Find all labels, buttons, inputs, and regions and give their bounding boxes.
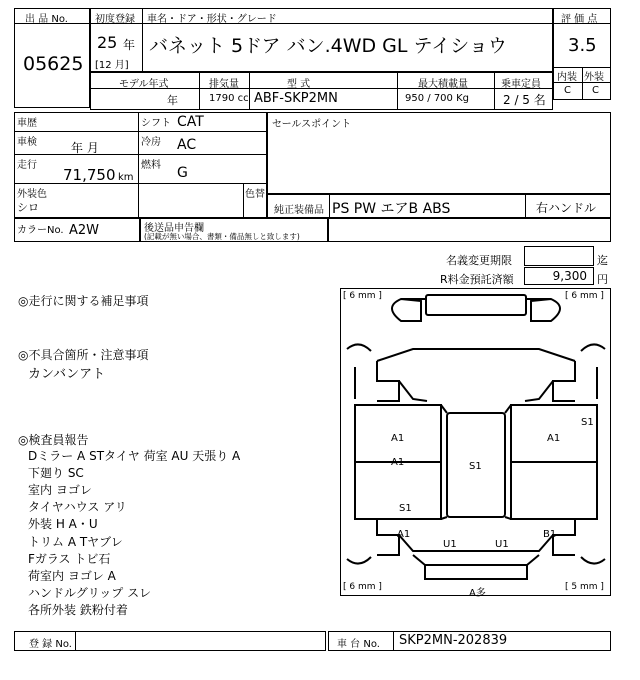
mark-left-lower: S1	[399, 503, 412, 514]
color-no-box	[14, 218, 140, 242]
car-body-outline	[341, 289, 610, 595]
mark-right-side-upper: S1	[581, 417, 594, 428]
name-change-box	[524, 246, 594, 266]
mileage-label: 走行	[17, 160, 37, 171]
defects-label: ◎不具合箇所・注意事項	[18, 348, 149, 362]
first-reg-label: 初度登録	[95, 14, 135, 25]
ac-label: 冷房	[141, 137, 161, 148]
chassis-label: 車 台 No.	[337, 639, 380, 650]
ext-color-value: シロ	[17, 201, 39, 214]
max-load-label: 最大積載量	[418, 79, 468, 90]
ac-value: AC	[177, 137, 197, 153]
report-line: 外装 H A・U	[28, 517, 98, 532]
model-grade-label: 車名・ドア・形状・グレード	[147, 14, 277, 25]
history-label: 車歴	[17, 118, 37, 129]
score-label: 評 価 点	[561, 14, 598, 25]
chassis-no: SKP2MN-202839	[399, 633, 508, 648]
name-change-unit: 迄	[597, 254, 608, 267]
name-change-label: 名義変更期限	[446, 254, 512, 267]
report-line: タイヤハウス アリ	[28, 500, 127, 515]
tire-front-left: [ 6 mm ]	[343, 291, 382, 301]
interior-grade: C	[564, 85, 571, 96]
car-diagram	[340, 288, 611, 599]
score-value: 3.5	[568, 35, 597, 56]
shift-value: CAT	[177, 114, 204, 130]
recycle-unit: 円	[597, 273, 608, 286]
report-line: ハンドルグリップ スレ	[28, 585, 152, 600]
report-line: Dミラー A STタイヤ 荷室 AU 天張り A	[28, 449, 241, 463]
fuel-label: 燃料	[141, 160, 161, 171]
color-no-value: A2W	[69, 223, 100, 238]
recycle-label: R料金預託済額	[440, 273, 514, 286]
report-line: 荷室内 ヨゴレ A	[28, 568, 116, 583]
report-line: 室内 ヨゴレ	[28, 483, 92, 498]
first-reg-month: [12 月]	[95, 60, 129, 71]
specs-row	[90, 72, 553, 110]
capacity: 2 / 5 名	[503, 93, 546, 107]
postal-box	[140, 218, 328, 242]
repaint-label: 色替	[245, 189, 265, 200]
sales-point-box	[267, 112, 611, 194]
lot-number: 05625	[23, 53, 84, 75]
driving-notes-label: ◎走行に関する補足事項	[18, 294, 149, 308]
recycle-box	[524, 267, 594, 285]
lot-number-box	[14, 8, 90, 108]
recycle-amount: 9,300	[552, 269, 587, 283]
inspection-value: 年 月	[71, 141, 99, 155]
mark-left-rear-corner: A1	[397, 529, 411, 540]
ext-color-label: 外装色	[17, 189, 47, 200]
max-load: 950 / 700 Kg	[405, 93, 469, 104]
equipment-label: 純正装備品	[274, 205, 324, 216]
equipment-value: PS PW エアB ABS	[332, 201, 451, 217]
tire-front-right: [ 6 mm ]	[565, 291, 604, 301]
model-year-unit: 年	[167, 94, 178, 107]
postal-blank	[328, 218, 611, 242]
equipment-box	[267, 194, 611, 218]
inspection-label: 車検	[17, 137, 37, 148]
report-line: トリム A Tヤブレ	[28, 534, 123, 549]
interior-label: 内装	[557, 72, 577, 83]
postal-note: (記載が無い場合、書類・備品無しと致します)	[144, 232, 300, 241]
model-year-label: モデル年式	[119, 79, 169, 90]
first-reg-year: 25	[97, 33, 118, 52]
reg-no-box	[14, 631, 326, 651]
postal-label: 後送品申告欄	[144, 223, 204, 234]
displacement-label: 排気量	[209, 79, 239, 90]
mark-right-front-door: A1	[547, 433, 561, 444]
capacity-label: 乗車定員	[501, 79, 541, 90]
mark-left-rear-door: A1	[391, 457, 405, 468]
mark-roof: S1	[469, 461, 482, 472]
exterior-label: 外装	[584, 72, 604, 83]
details-left	[14, 112, 267, 218]
mark-right-rear-corner: B1	[543, 529, 557, 540]
car-name: バネット 5ドア バン.4WD GL テイショウ	[149, 35, 507, 57]
handle-value: 右ハンドル	[536, 201, 597, 215]
score-box	[553, 8, 611, 100]
sales-point-label: セールスポイント	[272, 119, 352, 130]
reg-no-label: 登 録 No.	[29, 639, 72, 650]
mileage-value: 71,750	[63, 166, 116, 184]
title-box	[90, 8, 553, 72]
exterior-grade: C	[592, 85, 599, 96]
tire-rear-left: [ 6 mm ]	[343, 582, 382, 592]
mark-rear-right: U1	[495, 539, 509, 550]
mark-rear-bumper: A多	[469, 588, 486, 599]
report-line: 下廻り SC	[28, 466, 84, 481]
inspector-report-label: ◎検査員報告	[18, 433, 89, 447]
report-line: Fガラス トビ石	[28, 551, 111, 566]
mileage-unit: km	[118, 172, 134, 183]
mark-left-front-door: A1	[391, 433, 405, 444]
fuel-value: G	[177, 165, 188, 181]
displacement: 1790 cc	[209, 93, 249, 104]
type-label: 型 式	[287, 79, 311, 90]
mark-rear-left: U1	[443, 539, 457, 550]
type-value: ABF-SKP2MN	[254, 91, 338, 106]
first-reg-year-unit: 年	[123, 38, 136, 52]
report-line: 各所外装 鉄粉付着	[28, 602, 128, 617]
chassis-box	[328, 631, 611, 651]
defects-value: カンバンアト	[28, 367, 106, 382]
lot-number-label: 出 品 No.	[25, 14, 68, 25]
color-no-label: カラーNo.	[17, 225, 64, 236]
shift-label: シフト	[141, 118, 171, 129]
tire-rear-right: [ 5 mm ]	[565, 582, 604, 592]
